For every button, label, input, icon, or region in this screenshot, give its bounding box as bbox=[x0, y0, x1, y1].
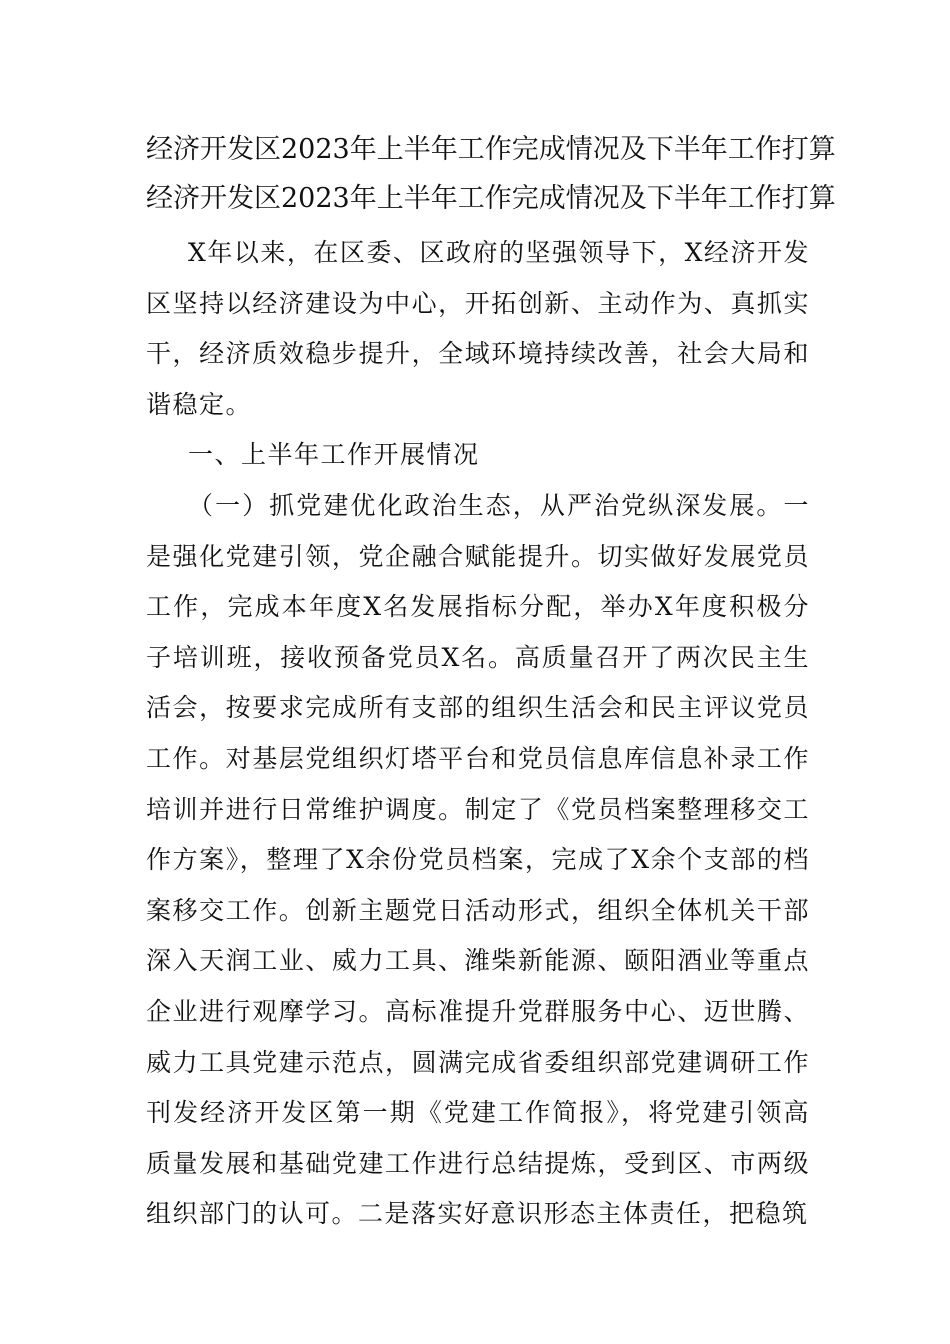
body-paragraph: （一）抓党建优化政治生态，从严治党纵深发展。一是强化党建引领，党企融合赋能提升。切实做好发展党员工作，完成本年度X名发展指标分配，举办X年度积极分子培训班，接收预备党员X名。高质量召开了两次民主生活会，按要求完成所有支部的组织生活会和民主评议党员工作。对基层党组织灯塔平台和党员信息库信息补录工作培训并进行日常维护调度。制定了《党员档案整理移交工作方案》，整理了X余份党员档案，完成了X余个支部的档案移交工作。创新主题党日活动形式，组织全体机关干部深入天润工业、威力工具、潍柴新能源、颐阳酒业等重点企业进行观摩学习。高标准提升党群服务中心、迈世腾、威力工具党建示范点，圆满完成省委组织部党建调研工作刊发经济开发区第一期《党建工作简报》，将党建引领高质量发展和基础党建工作进行总结提炼，受到区、市两级组织部门的认可。二是落实好意识形态主体责任，把稳筑 bbox=[146, 491, 810, 1229]
section-heading: 一、上半年工作开展情况 bbox=[188, 440, 480, 469]
intro-paragraph: X年以来，在区委、区政府的坚强领导下，X经济开发区坚持以经济建设为中心，开拓创新、主动作为、真抓实干，经济质效稳步提升，全域环境持续改善，社会大局和谐稳定。 bbox=[146, 238, 810, 419]
document-title-line-2: 经济开发区2023年上半年工作完成情况及下半年工作打算 bbox=[146, 183, 836, 214]
document-title-line-1: 经济开发区2023年上半年工作完成情况及下半年工作打算 bbox=[146, 134, 836, 165]
